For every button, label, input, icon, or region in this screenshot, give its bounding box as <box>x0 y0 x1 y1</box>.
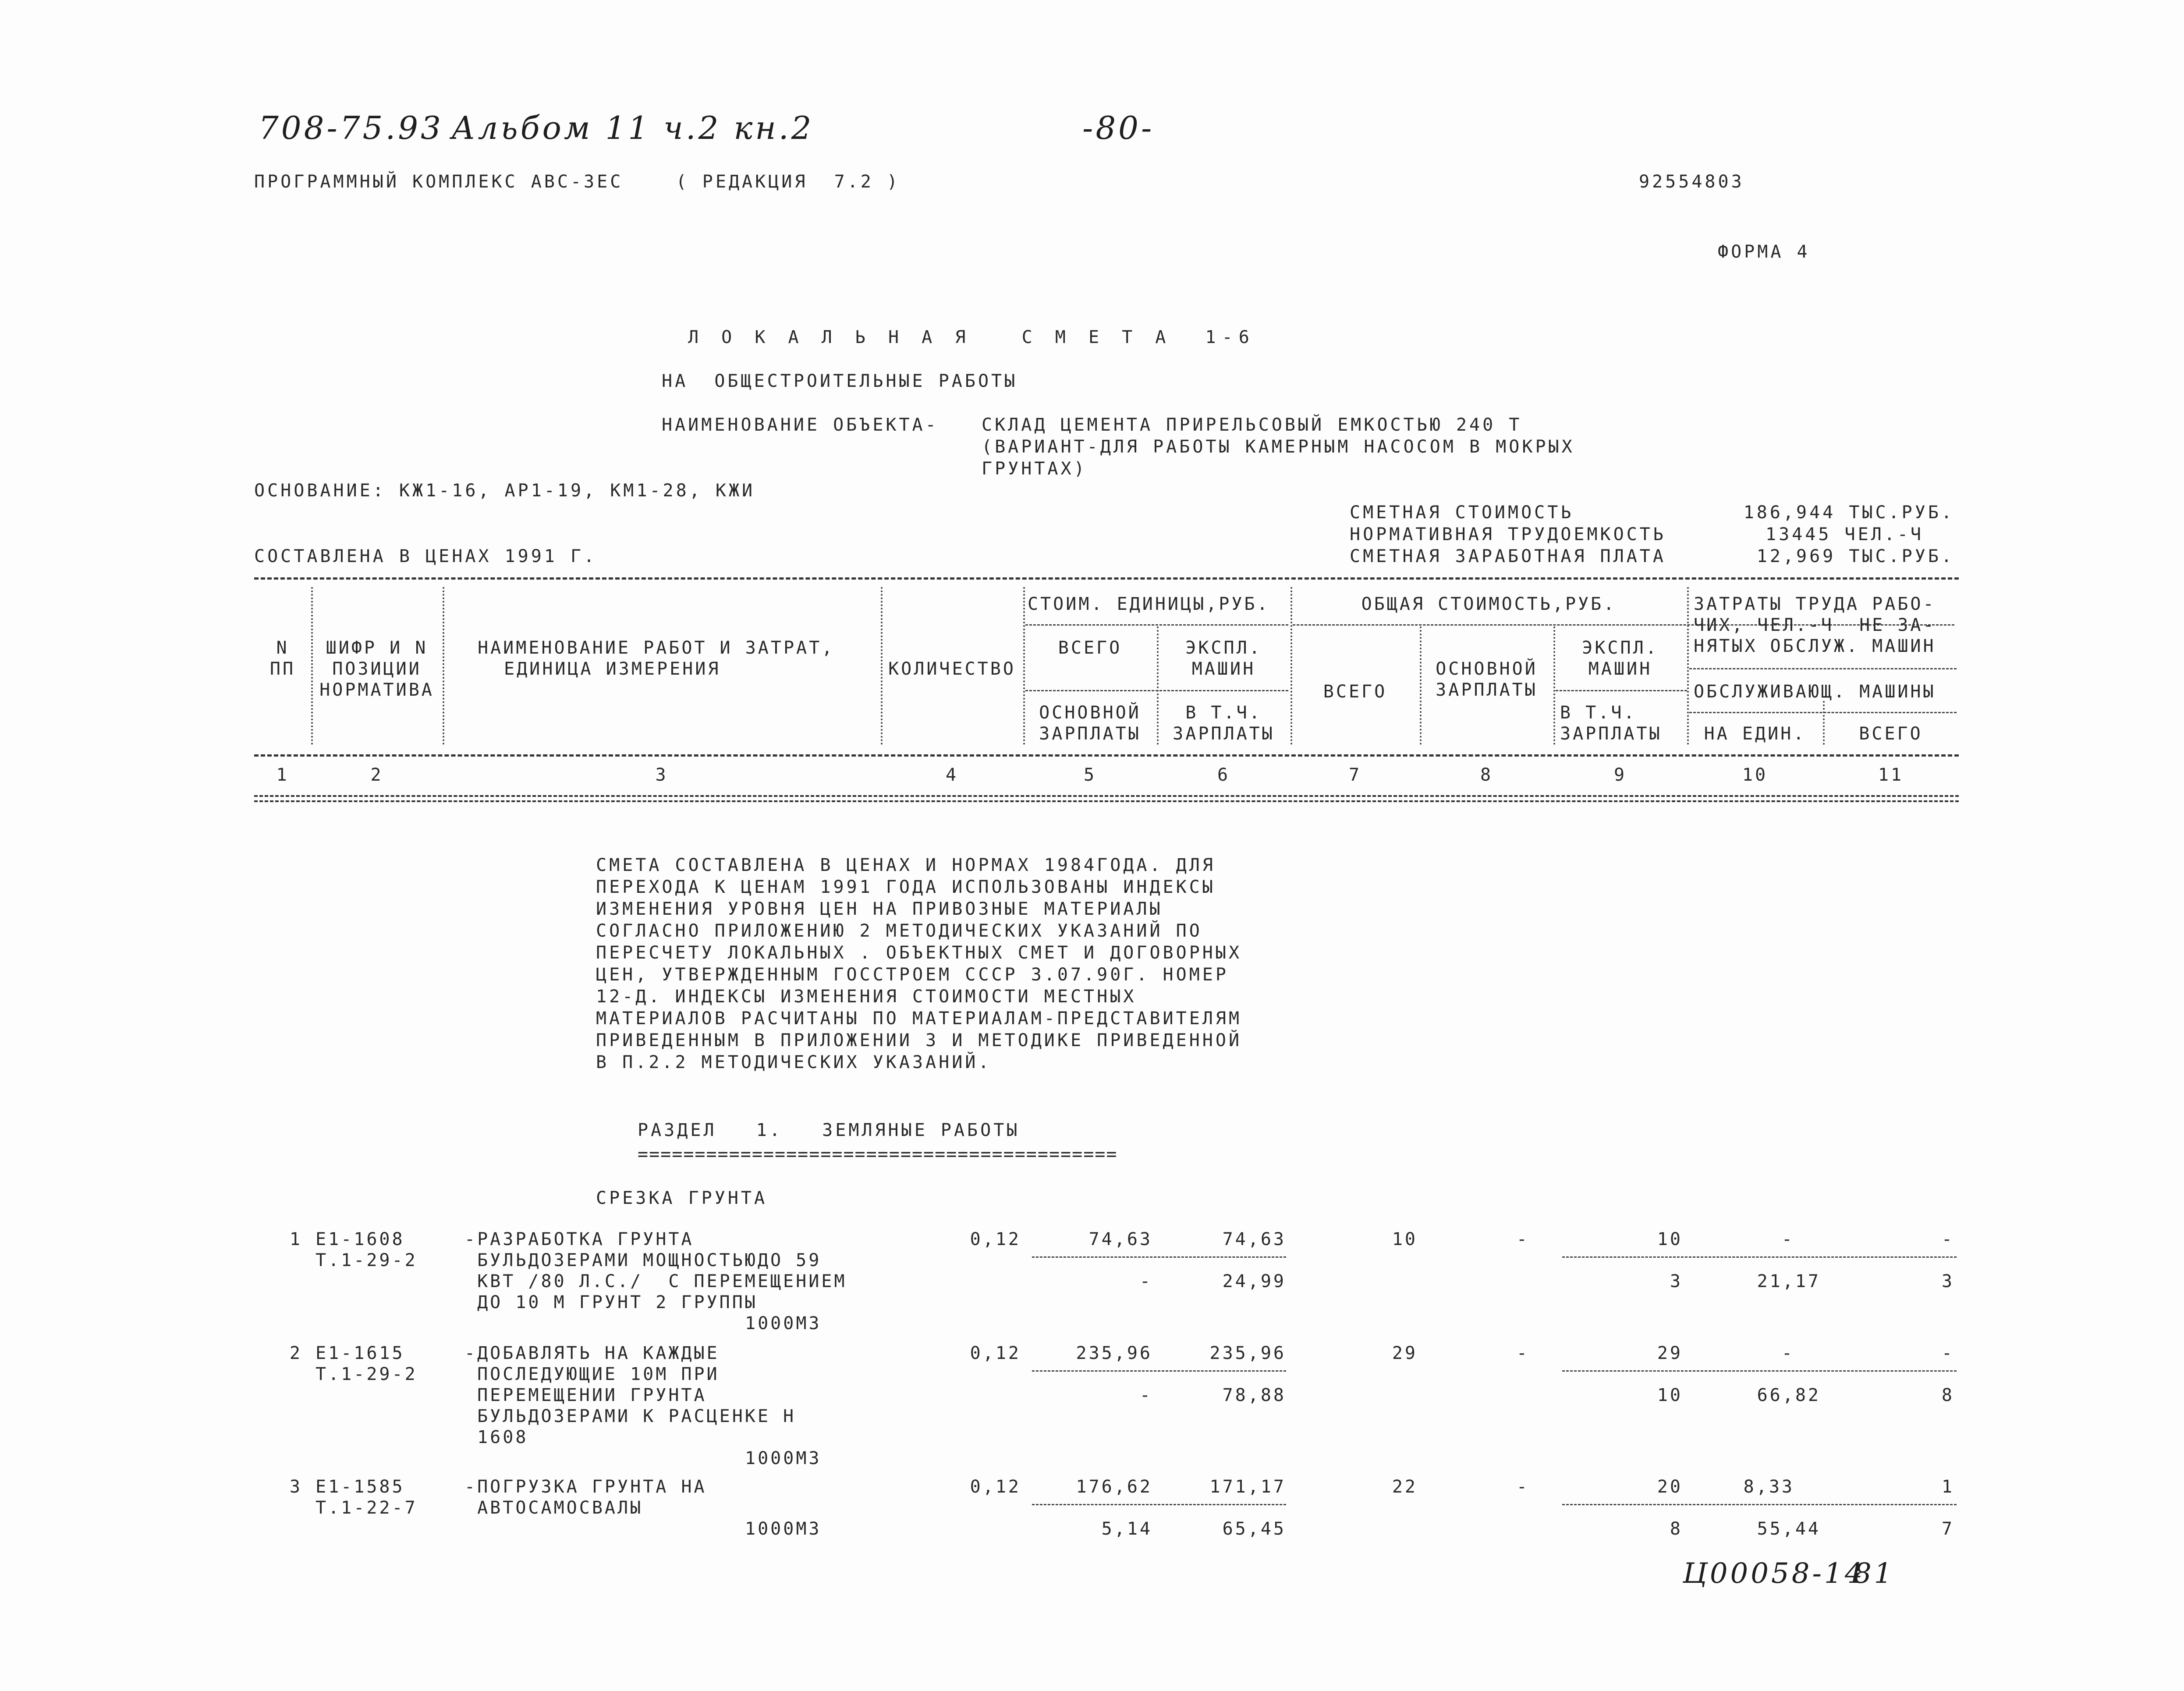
header-sub-rule <box>1025 624 1288 626</box>
row-unit-incl: 65,45 <box>1222 1519 1286 1539</box>
row-labor-unit: - <box>1781 1343 1794 1363</box>
col-separator <box>1157 626 1159 745</box>
col-number: 7 <box>1348 765 1362 785</box>
note-block <box>596 854 1242 1073</box>
row-unit-mach: 235,96 <box>1209 1343 1286 1363</box>
row-desc-line: КВТ /80 Л.С./ С ПЕРЕМЕЩЕНИЕМ <box>464 1271 847 1291</box>
note-line: В П.2.2 МЕТОДИЧЕСКИХ УКАЗАНИЙ. <box>596 1052 992 1072</box>
summary-label-wage: СМЕТНАЯ ЗАРАБОТНАЯ ПЛАТА <box>1350 546 1666 566</box>
col-number: 11 <box>1878 765 1904 785</box>
section-heading: РАЗДЕЛ 1. ЗЕМЛЯНЫЕ РАБОТЫ <box>638 1120 1020 1140</box>
col-separator <box>1023 587 1025 745</box>
header-sub-rule <box>1025 690 1288 691</box>
row-total-base: - <box>1516 1343 1529 1363</box>
row-unit-total: 176,62 <box>1076 1477 1152 1497</box>
hdr-unit-incl-2: ЗАРПЛАТЫ <box>1173 724 1275 744</box>
summary-value-wage: 12,969 ТЫС.РУБ. <box>1756 546 1954 566</box>
hdr-total-cost: ОБЩАЯ СТОИМОСТЬ,РУБ. <box>1361 594 1617 614</box>
hdr-unit-incl-1: В Т.Ч. <box>1185 703 1262 723</box>
header-mid-rule <box>254 754 1959 757</box>
row-labor-total: - <box>1941 1343 1954 1363</box>
handwritten-footer-code: Ц00058-14 <box>1683 1557 1865 1590</box>
row-unit-base: - <box>1139 1271 1152 1291</box>
note-line: СОГЛАСНО ПРИЛОЖЕНИЮ 2 МЕТОДИЧЕСКИХ УКАЗАНИЙ ПО <box>596 921 1202 941</box>
hdr-labor-3: НЯТЫХ ОБСЛУЖ. МАШИН <box>1694 636 1936 656</box>
row-unit: 1000М3 <box>745 1313 822 1334</box>
hdr-total-all: ВСЕГО <box>1323 682 1387 702</box>
note-line: 12-Д. ИНДЕКСЫ ИЗМЕНЕНИЯ СТОИМОСТИ МЕСТНЫХ <box>596 987 1137 1007</box>
note-line: МАТЕРИАЛОВ РАСЧИТАНЫ ПО МАТЕРИАЛАМ-ПРЕДСТАВИТЕЛЯМ <box>596 1008 1242 1029</box>
cell-divider <box>1032 1370 1286 1372</box>
cell-divider <box>1562 1370 1957 1372</box>
row-desc-line: -РАЗРАБОТКА ГРУНТА <box>464 1229 694 1249</box>
header-bottom-rule <box>254 795 1959 802</box>
row-ref: Т.1-22-7 <box>316 1498 418 1518</box>
hdr-total-mach-2: МАШИН <box>1588 659 1652 679</box>
hdr-total-mach-1: ЭКСПЛ. <box>1582 638 1659 658</box>
header-sub-rule <box>1689 668 1957 669</box>
row-desc-line: 1608 <box>464 1427 528 1447</box>
row-unit-base: - <box>1139 1385 1152 1405</box>
row-total-mach: 29 <box>1657 1343 1683 1363</box>
hdr-unit-mach-2: МАШИН <box>1191 659 1256 679</box>
row-desc-line: АВТОСАМОСВАЛЫ <box>464 1498 643 1518</box>
hdr-n: N <box>276 638 289 658</box>
row-ref: Т.1-29-2 <box>316 1364 418 1384</box>
row-qty: 0,12 <box>970 1343 1021 1363</box>
col-number: 6 <box>1217 765 1230 785</box>
hdr-unit-base-2: ЗАРПЛАТЫ <box>1039 724 1141 744</box>
row-unit: 1000М3 <box>745 1448 822 1468</box>
handwritten-album: Альбом 11 ч.2 кн.2 <box>451 110 814 146</box>
row-number: 3 <box>289 1477 302 1497</box>
hdr-name-2: ЕДИНИЦА ИЗМЕРЕНИЯ <box>504 659 721 679</box>
hdr-unit-cost: СТОИМ. ЕДИНИЦЫ,РУБ. <box>1028 594 1270 614</box>
row-labor-unit: 8,33 <box>1743 1477 1794 1497</box>
row-labor-total-b: 8 <box>1941 1385 1954 1405</box>
col-number: 5 <box>1083 765 1097 785</box>
form-label: ФОРМА 4 <box>1718 242 1810 262</box>
col-number: 9 <box>1613 765 1627 785</box>
hdr-labor-2: ЧИХ, ЧЕЛ.-Ч НЕ ЗА- <box>1694 615 1936 635</box>
row-total-mach: 20 <box>1657 1477 1683 1497</box>
row-unit-mach: 171,17 <box>1209 1477 1286 1497</box>
row-ref: Т.1-29-2 <box>316 1250 418 1270</box>
handwritten-project-code: 708-75.93 <box>259 110 443 146</box>
row-desc-line: ПОСЛЕДУЮЩИЕ 10М ПРИ <box>464 1364 720 1384</box>
hdr-labor-total: ВСЕГО <box>1859 724 1923 744</box>
hdr-unit-base-1: ОСНОВНОЙ <box>1039 703 1141 723</box>
row-labor-unit-b: 55,44 <box>1757 1519 1821 1539</box>
col-number: 1 <box>276 765 289 785</box>
basis-line: ОСНОВАНИЕ: КЖ1-16, АР1-19, КМ1-28, КЖИ <box>254 481 755 501</box>
hdr-unit-total: ВСЕГО <box>1058 638 1122 658</box>
row-unit-total: 235,96 <box>1076 1343 1152 1363</box>
row-total-incl: 3 <box>1670 1271 1683 1291</box>
hdr-labor-sub: ОБСЛУЖИВАЮЩ. МАШИНЫ <box>1694 682 1936 702</box>
note-line: ПЕРЕСЧЕТУ ЛОКАЛЬНЫХ . ОБЪЕКТНЫХ СМЕТ И ДОГОВОРНЫХ <box>596 943 1242 963</box>
handwritten-footer-page: 81 <box>1854 1557 1895 1590</box>
object-line-1: СКЛАД ЦЕМЕНТА ПРИРЕЛЬСОВЫЙ ЕМКОСТЬЮ 240 Т <box>982 415 1522 435</box>
row-desc-line: -ПОГРУЗКА ГРУНТА НА <box>464 1477 707 1497</box>
hdr-total-base-2: ЗАРПЛАТЫ <box>1436 680 1538 700</box>
prices-line: СОСТАВЛЕНА В ЦЕНАХ 1991 Г. <box>254 546 597 566</box>
hdr-labor-1: ЗАТРАТЫ ТРУДА РАБО- <box>1694 594 1936 614</box>
summary-label-labor: НОРМАТИВНАЯ ТРУДОЕМКОСТЬ <box>1350 524 1666 545</box>
col-separator <box>1687 587 1689 745</box>
row-labor-total: - <box>1941 1229 1954 1249</box>
subsection-heading: СРЕЗКА ГРУНТА <box>596 1188 768 1208</box>
row-unit: 1000М3 <box>745 1519 822 1539</box>
row-total: 29 <box>1392 1343 1418 1363</box>
row-unit-base: 5,14 <box>1101 1519 1152 1539</box>
row-desc-line: БУЛЬДОЗЕРАМИ МОЩНОСТЬЮДО 59 <box>464 1250 822 1270</box>
row-code: Е1-1585 <box>316 1477 405 1497</box>
col-separator <box>1420 626 1422 745</box>
header-sub-rule <box>1689 712 1957 713</box>
hdr-total-incl-2: ЗАРПЛАТЫ <box>1560 724 1662 744</box>
cell-divider <box>1562 1256 1957 1258</box>
hdr-name-1: НАИМЕНОВАНИЕ РАБОТ И ЗАТРАТ, <box>478 638 835 658</box>
row-code: Е1-1615 <box>316 1343 405 1363</box>
hdr-labor-unit: НА ЕДИН. <box>1704 724 1806 744</box>
row-labor-total: 1 <box>1941 1477 1954 1497</box>
row-number: 1 <box>289 1229 302 1249</box>
estimate-subtitle: НА ОБЩЕСТРОИТЕЛЬНЫЕ РАБОТЫ <box>662 371 1018 391</box>
row-code: Е1-1608 <box>316 1229 405 1249</box>
header-top-rule <box>254 577 1959 580</box>
col-separator <box>1291 587 1292 745</box>
page-number: -80- <box>1082 110 1155 146</box>
note-line: ИЗМЕНЕНИЯ УРОВНЯ ЦЕН НА ПРИВОЗНЫЕ МАТЕРИАЛЫ <box>596 899 1163 919</box>
row-total-base: - <box>1516 1229 1529 1249</box>
estimate-title: Л О К А Л Ь Н А Я С М Е Т А 1-6 <box>688 327 1255 347</box>
summary-value-cost: 186,944 ТЫС.РУБ. <box>1743 502 1954 523</box>
note-line: ПЕРЕХОДА К ЦЕНАМ 1991 ГОДА ИСПОЛЬЗОВАНЫ ИНДЕКСЫ <box>596 877 1216 897</box>
row-total: 22 <box>1392 1477 1418 1497</box>
row-unit-incl: 78,88 <box>1222 1385 1286 1405</box>
note-line: ПРИВЕДЕННЫМ В ПРИЛОЖЕНИИ 3 И МЕТОДИКЕ ПРИВЕДЕННОЙ <box>596 1030 1242 1051</box>
col-number: 2 <box>370 765 383 785</box>
hdr-total-incl-1: В Т.Ч. <box>1560 703 1637 723</box>
note-line: СМЕТА СОСТАВЛЕНА В ЦЕНАХ И НОРМАХ 1984ГОДА. ДЛЯ <box>596 855 1216 875</box>
summary-value-labor: 13445 ЧЕЛ.-Ч <box>1766 524 1924 545</box>
col-separator <box>1553 626 1555 745</box>
row-desc-line: -ДОБАВЛЯТЬ НА КАЖДЫЕ <box>464 1343 720 1363</box>
hdr-pp: ПП <box>269 659 296 679</box>
row-qty: 0,12 <box>970 1477 1021 1497</box>
col-number: 3 <box>655 765 668 785</box>
hdr-unit-mach-1: ЭКСПЛ. <box>1185 638 1262 658</box>
row-desc-line: ДО 10 М ГРУНТ 2 ГРУППЫ <box>464 1292 758 1312</box>
cell-divider <box>1032 1504 1286 1505</box>
row-labor-unit-b: 66,82 <box>1757 1385 1821 1405</box>
row-labor-unit: - <box>1781 1229 1794 1249</box>
cell-divider <box>1032 1256 1286 1258</box>
section-underline: ========================================== <box>638 1144 1118 1164</box>
note-line: ЦЕН, УТВЕРЖДЕННЫМ ГОССТРОЕМ СССР 3.07.90Г. НОМЕР <box>596 965 1229 985</box>
row-labor-total-b: 7 <box>1941 1519 1954 1539</box>
col-number: 10 <box>1742 765 1768 785</box>
row-total-base: - <box>1516 1477 1529 1497</box>
row-unit-mach: 74,63 <box>1222 1229 1286 1249</box>
row-desc-line: ПЕРЕМЕЩЕНИИ ГРУНТА <box>464 1385 707 1405</box>
col-number: 4 <box>945 765 959 785</box>
row-total-incl: 8 <box>1670 1519 1683 1539</box>
row-unit-incl: 24,99 <box>1222 1271 1286 1291</box>
row-total-incl: 10 <box>1657 1385 1683 1405</box>
row-number: 2 <box>289 1343 302 1363</box>
row-desc-line: БУЛЬДОЗЕРАМИ К РАСЦЕНКЕ Н <box>464 1406 796 1426</box>
hdr-total-base-1: ОСНОВНОЙ <box>1436 659 1538 679</box>
row-total-mach: 10 <box>1657 1229 1683 1249</box>
object-label: НАИМЕНОВАНИЕ ОБЪЕКТА- <box>662 415 939 435</box>
col-number: 8 <box>1480 765 1493 785</box>
row-total: 10 <box>1392 1229 1418 1249</box>
col-separator <box>1823 701 1825 745</box>
cell-divider <box>1562 1504 1957 1505</box>
document-code: 92554803 <box>1639 172 1744 192</box>
header-sub-rule <box>1556 690 1687 691</box>
row-qty: 0,12 <box>970 1229 1021 1249</box>
row-labor-total-b: 3 <box>1941 1271 1954 1291</box>
program-line: ПРОГРАММНЫЙ КОМПЛЕКС АВС-3ЕС ( РЕДАКЦИЯ 7.2 ) <box>254 172 901 192</box>
hdr-code-2: ПОЗИЦИИ <box>332 659 422 679</box>
hdr-quantity: КОЛИЧЕСТВО <box>888 659 1016 679</box>
summary-label-cost: СМЕТНАЯ СТОИМОСТЬ <box>1350 502 1574 523</box>
col-separator <box>881 587 883 745</box>
hdr-code-3: НОРМАТИВА <box>319 680 434 700</box>
object-line-3: ГРУНТАХ) <box>982 459 1087 479</box>
object-line-2: (ВАРИАНТ-ДЛЯ РАБОТЫ КАМЕРНЫМ НАСОСОМ В МОКРЫХ <box>982 437 1575 457</box>
row-labor-unit-b: 21,17 <box>1757 1271 1821 1291</box>
hdr-code-1: ШИФР И N <box>326 638 428 658</box>
col-separator <box>311 587 313 745</box>
row-unit-total: 74,63 <box>1088 1229 1152 1249</box>
col-separator <box>443 587 444 745</box>
